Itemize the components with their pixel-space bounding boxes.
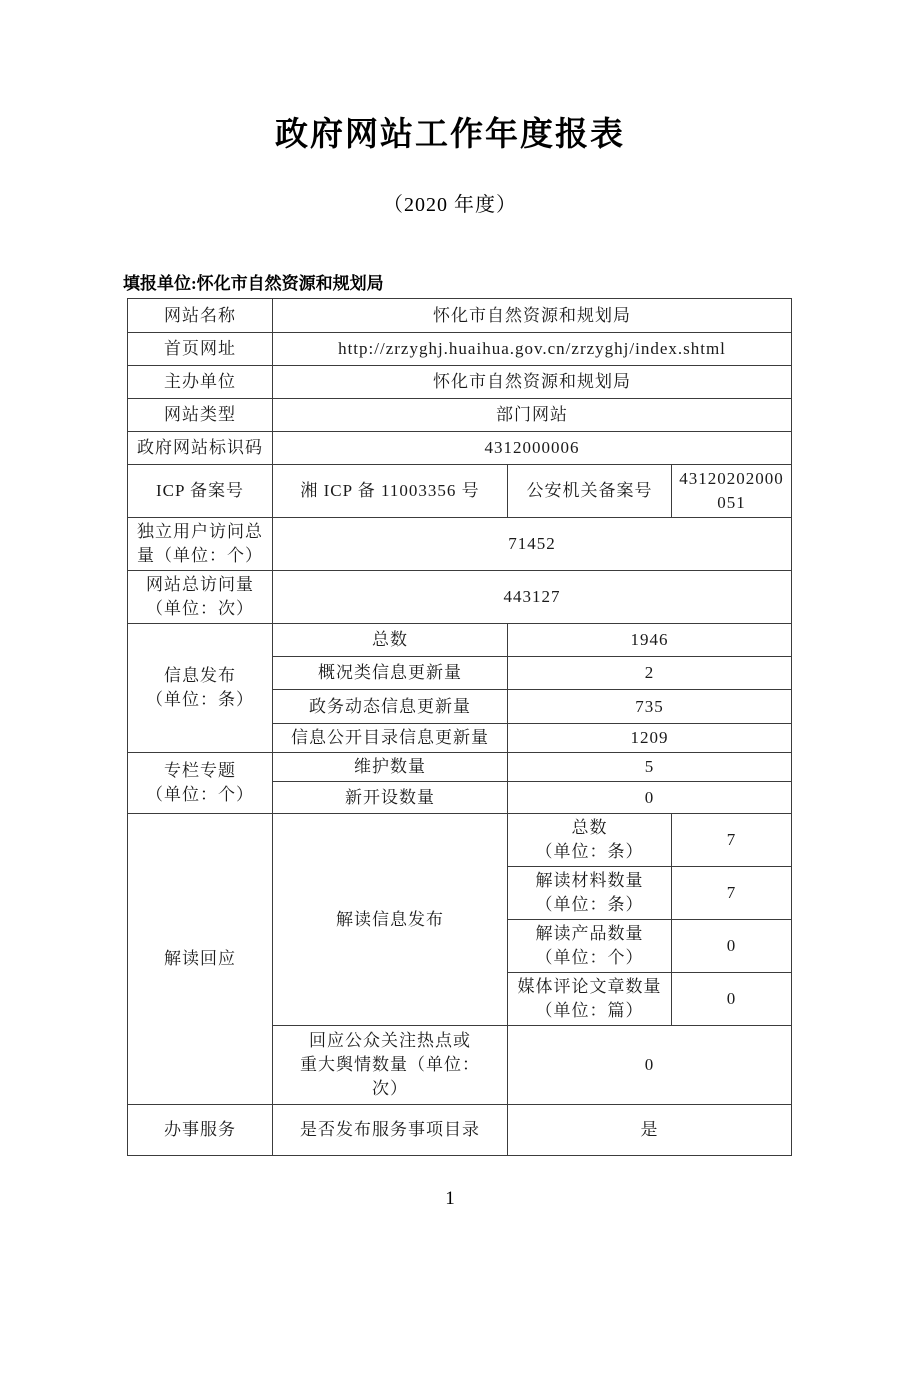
interp-product-value: 0 (672, 920, 792, 973)
info-publish-directory-label: 信息公开目录信息更新量 (273, 724, 508, 753)
site-code-label: 政府网站标识码 (128, 432, 273, 465)
services-directory-value: 是 (508, 1105, 792, 1156)
website-name-value: 怀化市自然资源和规划局 (273, 299, 792, 333)
security-record-value: 43120202000051 (672, 465, 792, 518)
table-row-unique-visitors (128, 518, 792, 571)
interp-material-label-line2: （单位：条） (535, 895, 644, 914)
interp-material-label (508, 867, 672, 920)
organizer-value: 怀化市自然资源和规划局 (273, 366, 792, 399)
info-publish-directory-value: 1209 (508, 724, 792, 753)
special-topics-section-label (128, 753, 273, 814)
total-visits-value: 443127 (273, 571, 792, 624)
reporting-unit-label: 填报单位: (123, 274, 197, 293)
table-row-info-publish-total (128, 624, 792, 657)
interp-product-label (508, 920, 672, 973)
special-new-value: 0 (508, 782, 792, 814)
interp-total-label-line1: 总数 (571, 818, 608, 837)
special-new-label: 新开设数量 (273, 782, 508, 814)
special-topics-label-line1: 专栏专题 (164, 761, 236, 780)
public-response-value: 0 (508, 1026, 792, 1105)
total-visits-label (128, 571, 273, 624)
special-maintained-label: 维护数量 (273, 753, 508, 782)
total-visits-label-line1: 网站总访问量 (146, 575, 254, 594)
interp-media-label-line1: 媒体评论文章数量 (517, 977, 662, 996)
interp-product-label-line2: （单位：个） (535, 948, 644, 967)
info-publish-section-label (128, 624, 273, 753)
interp-total-value: 7 (672, 814, 792, 867)
interp-material-value: 7 (672, 867, 792, 920)
interp-total-label-line2: （单位：条） (535, 842, 644, 861)
info-publish-label-line1: 信息发布 (164, 666, 236, 685)
site-code-value: 4312000006 (273, 432, 792, 465)
info-publish-label-line2: （单位：条） (146, 690, 254, 709)
security-record-label: 公安机关备案号 (508, 465, 672, 518)
table-row-organizer (128, 366, 792, 399)
info-publish-total-value: 1946 (508, 624, 792, 657)
table-row-services (128, 1105, 792, 1156)
table-row-website-type (128, 399, 792, 432)
page-number: 1 (445, 1188, 455, 1209)
public-response-label (273, 1026, 508, 1105)
unique-visitors-value: 71452 (273, 518, 792, 571)
interp-total-label (508, 814, 672, 867)
page-subtitle: （2020 年度） (383, 194, 517, 216)
interp-media-label-line2: （单位：篇） (535, 1001, 644, 1020)
services-directory-label: 是否发布服务事项目录 (273, 1105, 508, 1156)
table-row-homepage-url (128, 333, 792, 366)
table-row-site-code (128, 432, 792, 465)
interp-material-label-line1: 解读材料数量 (535, 871, 644, 890)
info-publish-total-label: 总数 (273, 624, 508, 657)
unique-visitors-label-line2: 量（单位：个） (137, 546, 263, 565)
page-title: 政府网站工作年度报表 (275, 115, 625, 152)
interpretation-section-label: 解读回应 (128, 814, 273, 1105)
special-topics-label-line2: （单位：个） (146, 785, 254, 804)
website-type-value: 部门网站 (273, 399, 792, 432)
reporting-unit (123, 274, 900, 294)
info-publish-overview-value: 2 (508, 657, 792, 690)
interp-product-label-line1: 解读产品数量 (535, 924, 644, 943)
special-maintained-value: 5 (508, 753, 792, 782)
icp-label: ICP 备案号 (128, 465, 273, 518)
info-publish-news-value: 735 (508, 690, 792, 724)
info-publish-overview-label: 概况类信息更新量 (273, 657, 508, 690)
total-visits-label-line2: （单位：次） (146, 599, 254, 618)
unique-visitors-label (128, 518, 273, 571)
table-row-website-name (128, 299, 792, 333)
interp-media-label (508, 973, 672, 1026)
annual-report-table (127, 298, 792, 1156)
services-section-label: 办事服务 (128, 1105, 273, 1156)
public-response-label-line3: 次） (372, 1079, 408, 1098)
unique-visitors-label-line1: 独立用户访问总 (137, 522, 263, 541)
table-row-interp-total (128, 814, 792, 867)
table-row-special-maintained (128, 753, 792, 782)
homepage-url-label: 首页网址 (128, 333, 273, 366)
website-name-label: 网站名称 (128, 299, 273, 333)
table-row-total-visits (128, 571, 792, 624)
icp-value: 湘 ICP 备 11003356 号 (273, 465, 508, 518)
table-row-icp (128, 465, 792, 518)
reporting-unit-value: 怀化市自然资源和规划局 (196, 274, 384, 293)
public-response-label-line2: 重大舆情数量（单位： (300, 1055, 480, 1074)
public-response-label-line1: 回应公众关注热点或 (309, 1031, 471, 1050)
info-publish-news-label: 政务动态信息更新量 (273, 690, 508, 724)
homepage-url-value: http://zrzyghj.huaihua.gov.cn/zrzyghj/index.shtml (273, 333, 792, 366)
interpretation-publish-label: 解读信息发布 (273, 814, 508, 1026)
organizer-label: 主办单位 (128, 366, 273, 399)
interp-media-value: 0 (672, 973, 792, 1026)
website-type-label: 网站类型 (128, 399, 273, 432)
